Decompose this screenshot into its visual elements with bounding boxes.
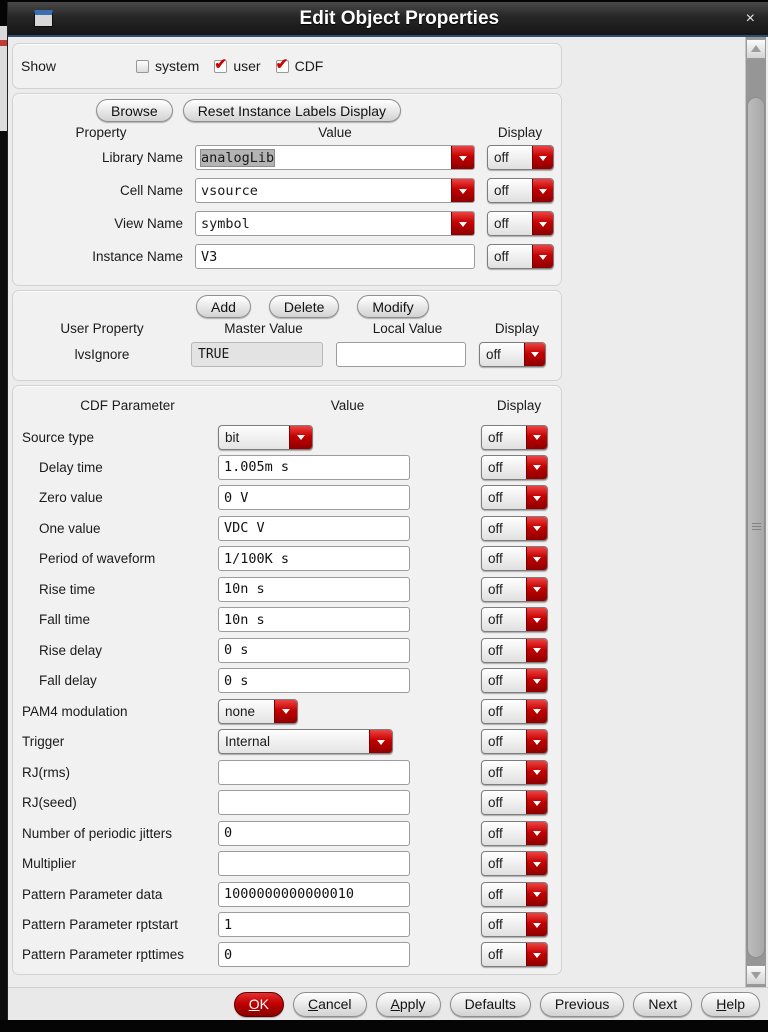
rj-rms-label: RJ(rms) [22,764,70,780]
defaults-button[interactable]: Defaults [450,992,531,1017]
column-header-master-value: Master Value [224,321,303,336]
lvsignore-label: lvsIgnore [74,346,130,362]
table-row-trigger [15,729,559,755]
table-row-library-name [13,141,561,174]
dropdown-arrow-icon[interactable] [526,913,547,936]
source-type-value: bit [225,429,240,445]
edit-object-properties-dialog [7,2,768,1020]
help-mnemonic: H [716,996,727,1012]
number-of-periodic-jitters-label: Number of periodic jitters [22,825,173,841]
instance-name-value-zone [195,244,487,269]
column-header-local-value: Local Value [372,321,443,336]
period-of-waveform-field[interactable] [218,546,410,571]
library-name-text: analogLib [201,149,275,166]
rise-delay-label: Rise delay [39,642,103,658]
lvsignore-local-value-field[interactable] [336,342,466,367]
instance-name-label: Instance Name [92,249,183,264]
instance-buttons [13,99,561,122]
rise-time-display-dropdown[interactable] [481,577,548,602]
delay-time-display-dropdown-value: off [488,459,503,475]
number-of-periodic-jitters-display-dropdown[interactable] [481,821,548,846]
multiplier-label: Multiplier [22,856,77,872]
pattern-parameter-rpttimes-label: Pattern Parameter rpttimes [22,947,185,963]
cancel-mnemonic: C [307,996,319,1012]
table-row-number-of-periodic-jitters [15,820,559,846]
rj-seed-value-zone [218,790,481,815]
library-name-value [196,146,451,169]
rise-time-display-dropdown-value: off [488,581,503,597]
period-of-waveform-display-dropdown[interactable] [481,546,548,571]
rise-time-field[interactable] [218,577,410,602]
window-menu-icon[interactable] [34,10,53,27]
column-header-value: Value [330,398,365,413]
column-header-cdf-parameter: CDF Parameter [80,398,175,413]
checkmark-icon: ✔ [275,55,289,73]
cell-name-display-dropdown-value: off [494,183,509,198]
library-name-label: Library Name [101,150,183,165]
source-type-value-zone [218,425,481,450]
instance-name-display-dropdown-value: off [494,249,509,264]
instance-section [12,93,562,286]
rj-seed-display-dropdown-value: off [488,795,503,811]
cell-name-value [196,179,451,202]
pattern-parameter-rptstart-display-dropdown-value: off [488,917,503,932]
multiplier-display-dropdown[interactable] [481,851,548,876]
delete-button[interactable]: Delete [269,295,339,318]
trigger-display-dropdown[interactable] [481,729,548,754]
table-row-instance-name [13,240,561,273]
checkbox-user[interactable] [214,55,227,73]
table-row-fall-delay [15,668,559,694]
title-bar[interactable] [8,2,768,35]
dropdown-arrow-icon[interactable] [526,852,547,875]
dropdown-arrow-icon[interactable] [289,426,312,449]
cdf-table-headers [13,398,561,413]
dropdown-arrow-icon[interactable] [532,245,553,268]
checkbox-item-cdf [275,55,324,74]
cell-name-text: vsource [201,182,258,199]
dropdown-arrow-icon[interactable] [532,179,553,202]
view-name-display-dropdown[interactable] [487,211,554,236]
rj-seed-label: RJ(seed) [22,795,77,811]
rise-delay-display-dropdown[interactable] [481,638,548,663]
dropdown-arrow-icon[interactable] [526,730,547,753]
rj-rms-display-dropdown-value: off [488,764,503,780]
dropdown-arrow-icon[interactable] [526,486,547,509]
table-row-pattern-parameter-rptstart [15,912,559,938]
table-row-pattern-parameter-rpttimes [15,942,559,968]
cell-name-label: Cell Name [119,183,183,198]
user-property-rows [13,338,561,370]
add-button[interactable]: Add [196,295,251,318]
source-type-dropdown[interactable] [218,425,313,450]
previous-button[interactable]: Previous [540,992,624,1017]
fall-delay-display-dropdown[interactable] [481,668,548,693]
cell-name-value-zone [195,178,487,203]
checkmark-icon: ✔ [214,55,227,73]
multiplier-field[interactable] [218,851,410,876]
dropdown-arrow-icon[interactable] [526,761,547,784]
background-window-strip [0,26,7,1020]
show-section [12,43,562,89]
delay-time-field[interactable] [218,455,410,480]
show-label: Show [21,58,57,74]
user-property-buttons [13,295,561,318]
table-row-cell-name [13,174,561,207]
dropdown-arrow-icon[interactable] [369,730,392,753]
fall-delay-display-dropdown-value: off [488,673,503,689]
delay-time-label: Delay time [39,459,103,475]
lvsignore-master-value: TRUE [191,342,323,367]
source-type-display-dropdown-value: off [488,429,503,445]
table-row-zero-value [15,485,559,511]
rj-seed-field[interactable] [218,790,410,815]
library-name-combo[interactable] [195,145,475,170]
cell-name-combo[interactable] [195,178,475,203]
pattern-parameter-rpttimes-value-zone [218,942,481,967]
table-row-lvsignore [13,338,561,370]
dialog-content [8,37,768,987]
dropdown-arrow-icon[interactable] [526,639,547,662]
table-row-rj-rms [15,759,559,785]
table-row-rj-seed [15,790,559,816]
pattern-parameter-rpttimes-field[interactable] [218,942,410,967]
help-button[interactable]: Help [701,992,760,1017]
rj-rms-display-dropdown[interactable] [481,760,548,785]
view-name-text: symbol [201,215,250,232]
table-row-one-value [15,515,559,541]
dialog-title: Edit Object Properties [299,7,500,29]
table-row-fall-time [15,607,559,633]
zero-value-label: Zero value [39,490,103,506]
view-name-value-zone [195,211,487,236]
fall-time-value-zone [218,607,481,632]
fall-time-display-dropdown-value: off [488,612,503,628]
dropdown-arrow-icon[interactable] [524,343,545,366]
dropdown-arrow-icon[interactable] [451,146,474,169]
triangle-up-icon [751,40,761,52]
table-row-pam4-modulation [15,698,559,724]
rise-time-label: Rise time [39,581,96,597]
pattern-parameter-data-label: Pattern Parameter data [22,886,163,902]
dropdown-arrow-icon[interactable] [532,212,553,235]
zero-value-display-dropdown[interactable] [481,485,548,510]
pam4-modulation-display-dropdown-value: off [488,703,503,719]
multiplier-display-dropdown-value: off [488,856,503,872]
rise-delay-value-zone [218,638,481,663]
trigger-dropdown[interactable] [218,729,393,754]
column-header-display: Display [496,398,542,413]
pattern-parameter-data-display-dropdown-value: off [488,886,503,902]
checkbox-cdf[interactable] [275,55,289,73]
dropdown-arrow-icon[interactable] [532,146,553,169]
library-name-display-dropdown-value: off [494,150,509,165]
dropdown-arrow-icon[interactable] [526,426,547,449]
view-name-value [196,212,451,235]
fall-time-field[interactable] [218,607,410,632]
pam4-modulation-label: PAM4 modulation [22,703,128,719]
pattern-parameter-rptstart-value-zone [218,912,481,937]
instance-table-headers [13,125,561,140]
library-name-value-zone [195,145,487,170]
vertical-scrollbar[interactable] [745,37,766,987]
number-of-periodic-jitters-display-dropdown-value: off [488,825,503,841]
lvsignore-display-dropdown[interactable] [479,342,546,367]
table-row-delay-time [15,454,559,480]
table-row-rise-time [15,576,559,602]
column-header-property: Property [75,125,127,140]
trigger-value: Internal [225,734,271,750]
pam4-modulation-display-dropdown[interactable] [481,699,548,724]
close-icon[interactable]: × [745,9,755,27]
scrollbar-down-icon[interactable] [746,965,766,985]
dropdown-arrow-icon[interactable] [526,700,547,723]
pam4-modulation-value: none [225,703,256,719]
pattern-parameter-data-display-dropdown[interactable] [481,882,548,907]
table-row-view-name [13,207,561,240]
pattern-parameter-rptstart-display-dropdown[interactable] [481,912,548,937]
apply-button[interactable]: Apply [376,992,441,1017]
pattern-parameter-rptstart-label: Pattern Parameter rptstart [22,917,179,932]
dropdown-arrow-icon[interactable] [526,943,547,966]
one-value-value-zone [218,516,481,541]
source-type-display-dropdown[interactable] [481,425,548,450]
column-header-value: Value [318,125,352,140]
one-value-label: One value [39,520,101,536]
triangle-down-icon [751,972,761,984]
checkbox-item-system [136,58,199,74]
table-row-rise-delay [15,637,559,663]
dropdown-arrow-icon[interactable] [451,179,474,202]
one-value-display-dropdown[interactable] [481,516,548,541]
trigger-label: Trigger [22,734,65,750]
checkbox-label-cdf: CDF [294,58,324,74]
trigger-value-zone [218,729,481,754]
period-of-waveform-display-dropdown-value: off [488,551,503,567]
table-row-pattern-parameter-data [15,881,559,907]
view-name-combo[interactable] [195,211,475,236]
fall-delay-label: Fall delay [39,673,97,689]
ok-button[interactable]: OK [234,992,284,1017]
checkbox-label-system: system [155,58,200,74]
lvsignore-display-dropdown-value: off [486,346,501,362]
number-of-periodic-jitters-value-zone [218,821,481,846]
dropdown-arrow-icon[interactable] [526,791,547,814]
footer-button-bar [8,987,768,1020]
dropdown-arrow-icon[interactable] [526,608,547,631]
one-value-display-dropdown-value: off [488,520,503,536]
rj-rms-field[interactable] [218,760,410,785]
checkbox-item-user [214,55,261,74]
fall-delay-value-zone [218,668,481,693]
rise-time-value-zone [218,577,481,602]
pattern-parameter-data-value-zone [218,882,481,907]
zero-value-value-zone [218,485,481,510]
browse-button[interactable]: Browse [96,99,173,122]
trigger-display-dropdown-value: off [488,734,503,750]
scrollbar-grip-icon [752,523,761,532]
reset-instance-labels-display-button[interactable]: Reset Instance Labels Display [183,99,401,122]
pattern-parameter-data-field[interactable] [218,882,410,907]
view-name-label: View Name [114,216,183,231]
period-of-waveform-value-zone [218,546,481,571]
user-property-section [12,290,562,381]
fall-delay-field[interactable] [218,668,410,693]
rise-delay-field[interactable] [218,638,410,663]
pam4-modulation-value-zone [218,699,481,724]
user-property-table-headers [13,321,561,336]
dropdown-arrow-icon[interactable] [526,456,547,479]
table-row-source-type [15,424,559,450]
period-of-waveform-label: Period of waveform [39,551,156,567]
cdf-rows [15,424,559,968]
source-type-label: Source type [22,429,95,445]
column-header-user-property: User Property [60,321,144,336]
column-header-display: Display [494,321,540,336]
ok-mnemonic: O [248,996,260,1012]
rise-delay-display-dropdown-value: off [488,642,503,658]
dropdown-arrow-icon[interactable] [526,578,547,601]
modify-button[interactable]: Modify [357,295,428,318]
dropdown-arrow-icon[interactable] [274,700,297,723]
view-name-display-dropdown-value: off [494,216,509,231]
fall-time-label: Fall time [39,612,91,628]
dropdown-arrow-icon[interactable] [526,822,547,845]
delay-time-display-dropdown[interactable] [481,455,548,480]
number-of-periodic-jitters-field[interactable] [218,821,410,846]
zero-value-display-dropdown-value: off [488,490,503,506]
checkbox-system[interactable] [136,60,149,73]
one-value-field[interactable] [218,516,410,541]
table-row-multiplier [15,851,559,877]
scrollbar-up-icon[interactable] [746,39,766,59]
instance-name-field[interactable] [195,244,475,269]
multiplier-value-zone [218,851,481,876]
instance-rows [13,141,561,273]
column-header-display: Display [497,125,543,140]
pam4-modulation-dropdown[interactable] [218,699,298,724]
next-button[interactable]: Next [633,992,692,1017]
cancel-button[interactable]: Cancel [293,992,367,1017]
scrollbar-thumb[interactable] [747,97,765,958]
dropdown-arrow-icon[interactable] [526,883,547,906]
pattern-parameter-rpttimes-display-dropdown[interactable] [481,942,548,967]
cell-name-display-dropdown[interactable] [487,178,554,203]
dropdown-arrow-icon[interactable] [526,547,547,570]
dropdown-arrow-icon[interactable] [451,212,474,235]
checkbox-label-user: user [233,58,261,74]
fall-time-display-dropdown[interactable] [481,607,548,632]
library-name-display-dropdown[interactable] [487,145,554,170]
instance-name-display-dropdown[interactable] [487,244,554,269]
cdf-section [12,385,562,975]
dropdown-arrow-icon[interactable] [526,517,547,540]
pattern-parameter-rpttimes-display-dropdown-value: off [488,947,503,963]
show-checkbox-group [136,55,338,74]
delay-time-value-zone [218,455,481,480]
table-row-period-of-waveform [15,546,559,572]
zero-value-field[interactable] [218,485,410,510]
dropdown-arrow-icon[interactable] [526,669,547,692]
apply-mnemonic: A [390,996,400,1012]
pattern-parameter-rptstart-field[interactable] [218,912,410,937]
rj-seed-display-dropdown[interactable] [481,790,548,815]
rj-rms-value-zone [218,760,481,785]
